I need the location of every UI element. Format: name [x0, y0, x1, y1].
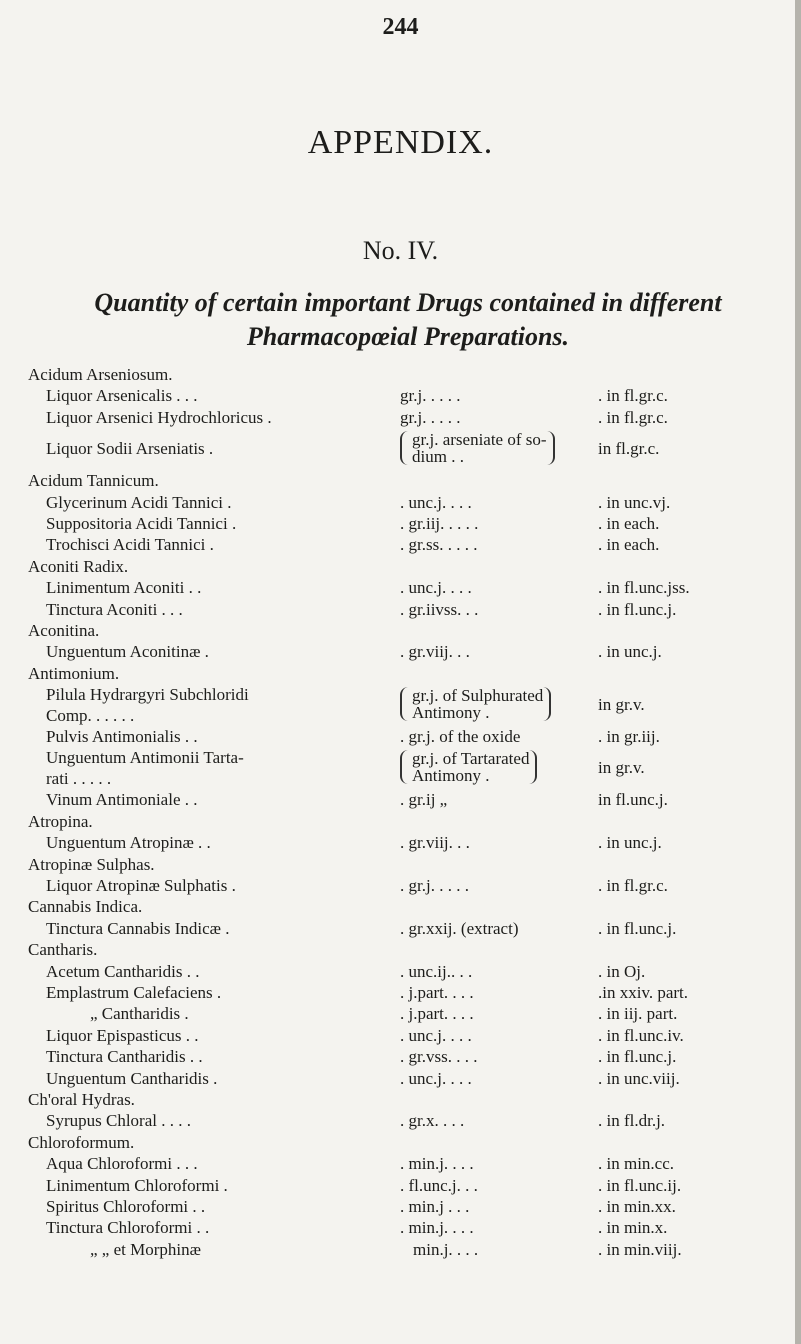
preparation: Liquor Sodii Arseniatis . — [46, 439, 214, 459]
contained-in: . in min.xx. — [598, 1196, 676, 1216]
page-edge — [795, 0, 801, 1344]
quantity-line: gr.j. of Sulphurated — [412, 686, 544, 706]
table-row — [0, 492, 801, 513]
contained-in: in gr.v. — [598, 758, 645, 778]
table-row — [0, 789, 801, 810]
quantity: . fl.unc.j. . . — [400, 1175, 478, 1195]
quantity: . gr.iivss. . . — [400, 599, 479, 619]
contained-in: . in fl.unc.jss. — [598, 578, 690, 598]
preparation: Liquor Epispasticus . . — [46, 1025, 199, 1045]
appendix-heading: APPENDIX. — [307, 124, 494, 161]
table-row — [0, 407, 801, 428]
contained-in: . in min.viij. — [598, 1239, 682, 1259]
table-row — [0, 832, 801, 853]
contained-in: . in min.cc. — [598, 1154, 675, 1174]
quantity: . min.j. . . . — [400, 1218, 474, 1238]
quantity: . gr.j. of the oxide — [400, 727, 521, 747]
table-row — [0, 684, 801, 726]
group-heading: Atropinæ Sulphas. — [28, 854, 155, 874]
table-row — [0, 918, 801, 939]
group-heading: Cannabis Indica. — [28, 897, 143, 917]
table-row — [0, 1068, 801, 1089]
preparation: Vinum Antimoniale . . — [46, 790, 198, 810]
preparation: Acetum Cantharidis . . — [46, 961, 200, 981]
preparation: Unguentum Atropinæ . . — [46, 833, 211, 853]
group-heading: Antimonium. — [28, 663, 120, 683]
preparation: Emplastrum Calefaciens . — [46, 982, 222, 1002]
preparation-line: Pilula Hydrargyri Subchloridi — [46, 685, 249, 705]
quantity: . gr.j. . . . . — [400, 876, 469, 896]
contained-in: . in fl.gr.c. — [598, 876, 668, 896]
table-title-line-2: Pharmacopœial Preparations. — [246, 322, 570, 351]
contained-in: . in iij. part. — [598, 1004, 678, 1024]
preparation: Suppositoria Acidi Tannici . — [46, 513, 237, 533]
table-row — [0, 726, 801, 747]
contained-in: in fl.unc.j. — [598, 790, 668, 810]
quantity: . min.j . . . — [400, 1196, 470, 1216]
quantity: . gr.x. . . . — [400, 1111, 465, 1131]
preparation — [46, 684, 249, 726]
quantity: . gr.ss. . . . . — [400, 535, 478, 555]
quantity: . unc.ij.. . . — [400, 961, 473, 981]
table-row — [0, 534, 801, 555]
group-heading: Ch'oral Hydras. — [28, 1089, 135, 1109]
preparation-line: Comp. . . . . . — [46, 706, 135, 726]
group-heading: Aconitina. — [28, 620, 100, 640]
preparation: „ Cantharidis . — [90, 1004, 189, 1024]
contained-in: . in unc.j. — [598, 642, 662, 662]
quantity: . unc.j. . . . — [400, 492, 472, 512]
table-row — [0, 1153, 801, 1174]
quantity: min.j. . . . — [413, 1239, 479, 1259]
contained-in: . in unc.viij. — [598, 1068, 680, 1088]
group-heading: Aconiti Radix. — [28, 556, 129, 576]
table-row — [0, 875, 801, 896]
table-row — [0, 1046, 801, 1067]
preparation: Liquor Atropinæ Sulphatis . — [46, 876, 236, 896]
table-row — [0, 982, 801, 1003]
page-number: 244 — [382, 14, 419, 40]
table-row — [0, 1110, 801, 1131]
quantity-line: Antimony . — [412, 766, 490, 786]
contained-in: . in fl.unc.iv. — [598, 1025, 684, 1045]
table-row — [0, 641, 801, 662]
contained-in: . in fl.unc.j. — [598, 599, 677, 619]
contained-in: . in unc.j. — [598, 833, 662, 853]
table-row — [0, 1217, 801, 1238]
contained-in: . in each. — [598, 513, 660, 533]
contained-in: . in fl.unc.j. — [598, 1047, 677, 1067]
table-title-line-1: Quantity of certain important Drugs contained in different — [94, 288, 722, 317]
preparation: Tinctura Cannabis Indicæ . — [46, 918, 230, 938]
table-row — [0, 1003, 801, 1024]
quantity — [400, 750, 537, 784]
quantity: . j.part. . . . — [400, 982, 474, 1002]
contained-in: . in unc.vj. — [598, 492, 671, 512]
preparation: Glycerinum Acidi Tannici . — [46, 492, 232, 512]
drug-table — [0, 364, 801, 1260]
contained-in: . in fl.unc.ij. — [598, 1175, 682, 1195]
group-heading: Atropina. — [28, 811, 93, 831]
group-heading: Acidum Arseniosum. — [28, 365, 173, 384]
table-title — [28, 286, 788, 354]
preparation: Aqua Chloroformi . . . — [46, 1154, 198, 1174]
group-heading: Acidum Tannicum. — [28, 471, 159, 491]
contained-in: .in xxiv. part. — [598, 982, 689, 1002]
quantity: . unc.j. . . . — [400, 1025, 472, 1045]
contained-in: . in fl.gr.c. — [598, 407, 668, 427]
contained-in: . in each. — [598, 535, 660, 555]
preparation: Spiritus Chloroformi . . — [46, 1196, 206, 1216]
quantity-line: gr.j. arseniate of so- — [412, 430, 547, 450]
table-row — [0, 577, 801, 598]
preparation: Unguentum Cantharidis . — [46, 1068, 218, 1088]
contained-in: in fl.gr.c. — [598, 439, 660, 459]
table-row — [0, 747, 801, 789]
quantity: gr.j. . . . . — [400, 386, 461, 406]
section-number: No. IV. — [362, 236, 439, 265]
group-heading: Chloroformum. — [28, 1132, 135, 1152]
quantity-line: gr.j. of Tartarated — [412, 749, 530, 769]
preparation: Unguentum Aconitinæ . — [46, 642, 209, 662]
quantity: . gr.viij. . . — [400, 833, 470, 853]
contained-in: . in fl.dr.j. — [598, 1111, 666, 1131]
quantity: . j.part. . . . — [400, 1004, 474, 1024]
table-row — [0, 961, 801, 982]
quantity: . unc.j. . . . — [400, 578, 472, 598]
table-row — [0, 1175, 801, 1196]
table-row — [0, 1025, 801, 1046]
preparation: Liquor Arsenici Hydrochloricus . — [46, 407, 272, 427]
quantity: gr.j. . . . . — [400, 407, 461, 427]
preparation — [46, 747, 244, 789]
table-row — [0, 513, 801, 534]
preparation: Liquor Arsenicalis . . . — [46, 386, 198, 406]
preparation: Tinctura Chloroformi . . — [46, 1218, 210, 1238]
contained-in: . in Oj. — [598, 961, 646, 981]
contained-in: . in fl.unc.j. — [598, 918, 677, 938]
contained-in: . in min.x. — [598, 1218, 668, 1238]
quantity-line: Antimony . — [412, 703, 490, 723]
preparation: Trochisci Acidi Tannici . — [46, 535, 214, 555]
contained-in: . in fl.gr.c. — [598, 386, 668, 406]
table-row — [0, 385, 801, 406]
table-row — [0, 428, 801, 470]
preparation: Tinctura Cantharidis . . — [46, 1047, 203, 1067]
quantity: . min.j. . . . — [400, 1154, 474, 1174]
preparation: Pulvis Antimonialis . . — [46, 727, 198, 747]
table-row — [0, 1239, 801, 1260]
contained-in: in gr.v. — [598, 695, 645, 715]
preparation: Tinctura Aconiti . . . — [46, 599, 183, 619]
quantity: . gr.xxij. (extract) — [400, 918, 519, 938]
preparation-line: rati . . . . . — [46, 769, 112, 789]
preparation: Linimentum Aconiti . . — [46, 578, 202, 598]
quantity: . gr.vss. . . . — [400, 1047, 478, 1067]
quantity — [400, 431, 555, 465]
preparation: Linimentum Chloroformi . — [46, 1175, 228, 1195]
preparation: Syrupus Chloral . . . . — [46, 1111, 191, 1131]
preparation: „ „ et Morphinæ — [90, 1239, 201, 1259]
quantity: . gr.viij. . . — [400, 642, 470, 662]
quantity: . gr.ij „ — [400, 790, 448, 810]
group-heading: Cantharis. — [28, 940, 98, 960]
contained-in: . in gr.iij. — [598, 727, 660, 747]
quantity: . gr.iij. . . . . — [400, 513, 479, 533]
table-row — [0, 1196, 801, 1217]
preparation-line: Unguentum Antimonii Tarta- — [46, 748, 244, 768]
quantity — [400, 687, 551, 721]
table-row — [0, 599, 801, 620]
quantity: . unc.j. . . . — [400, 1068, 472, 1088]
quantity-line: dium . . — [412, 447, 464, 467]
